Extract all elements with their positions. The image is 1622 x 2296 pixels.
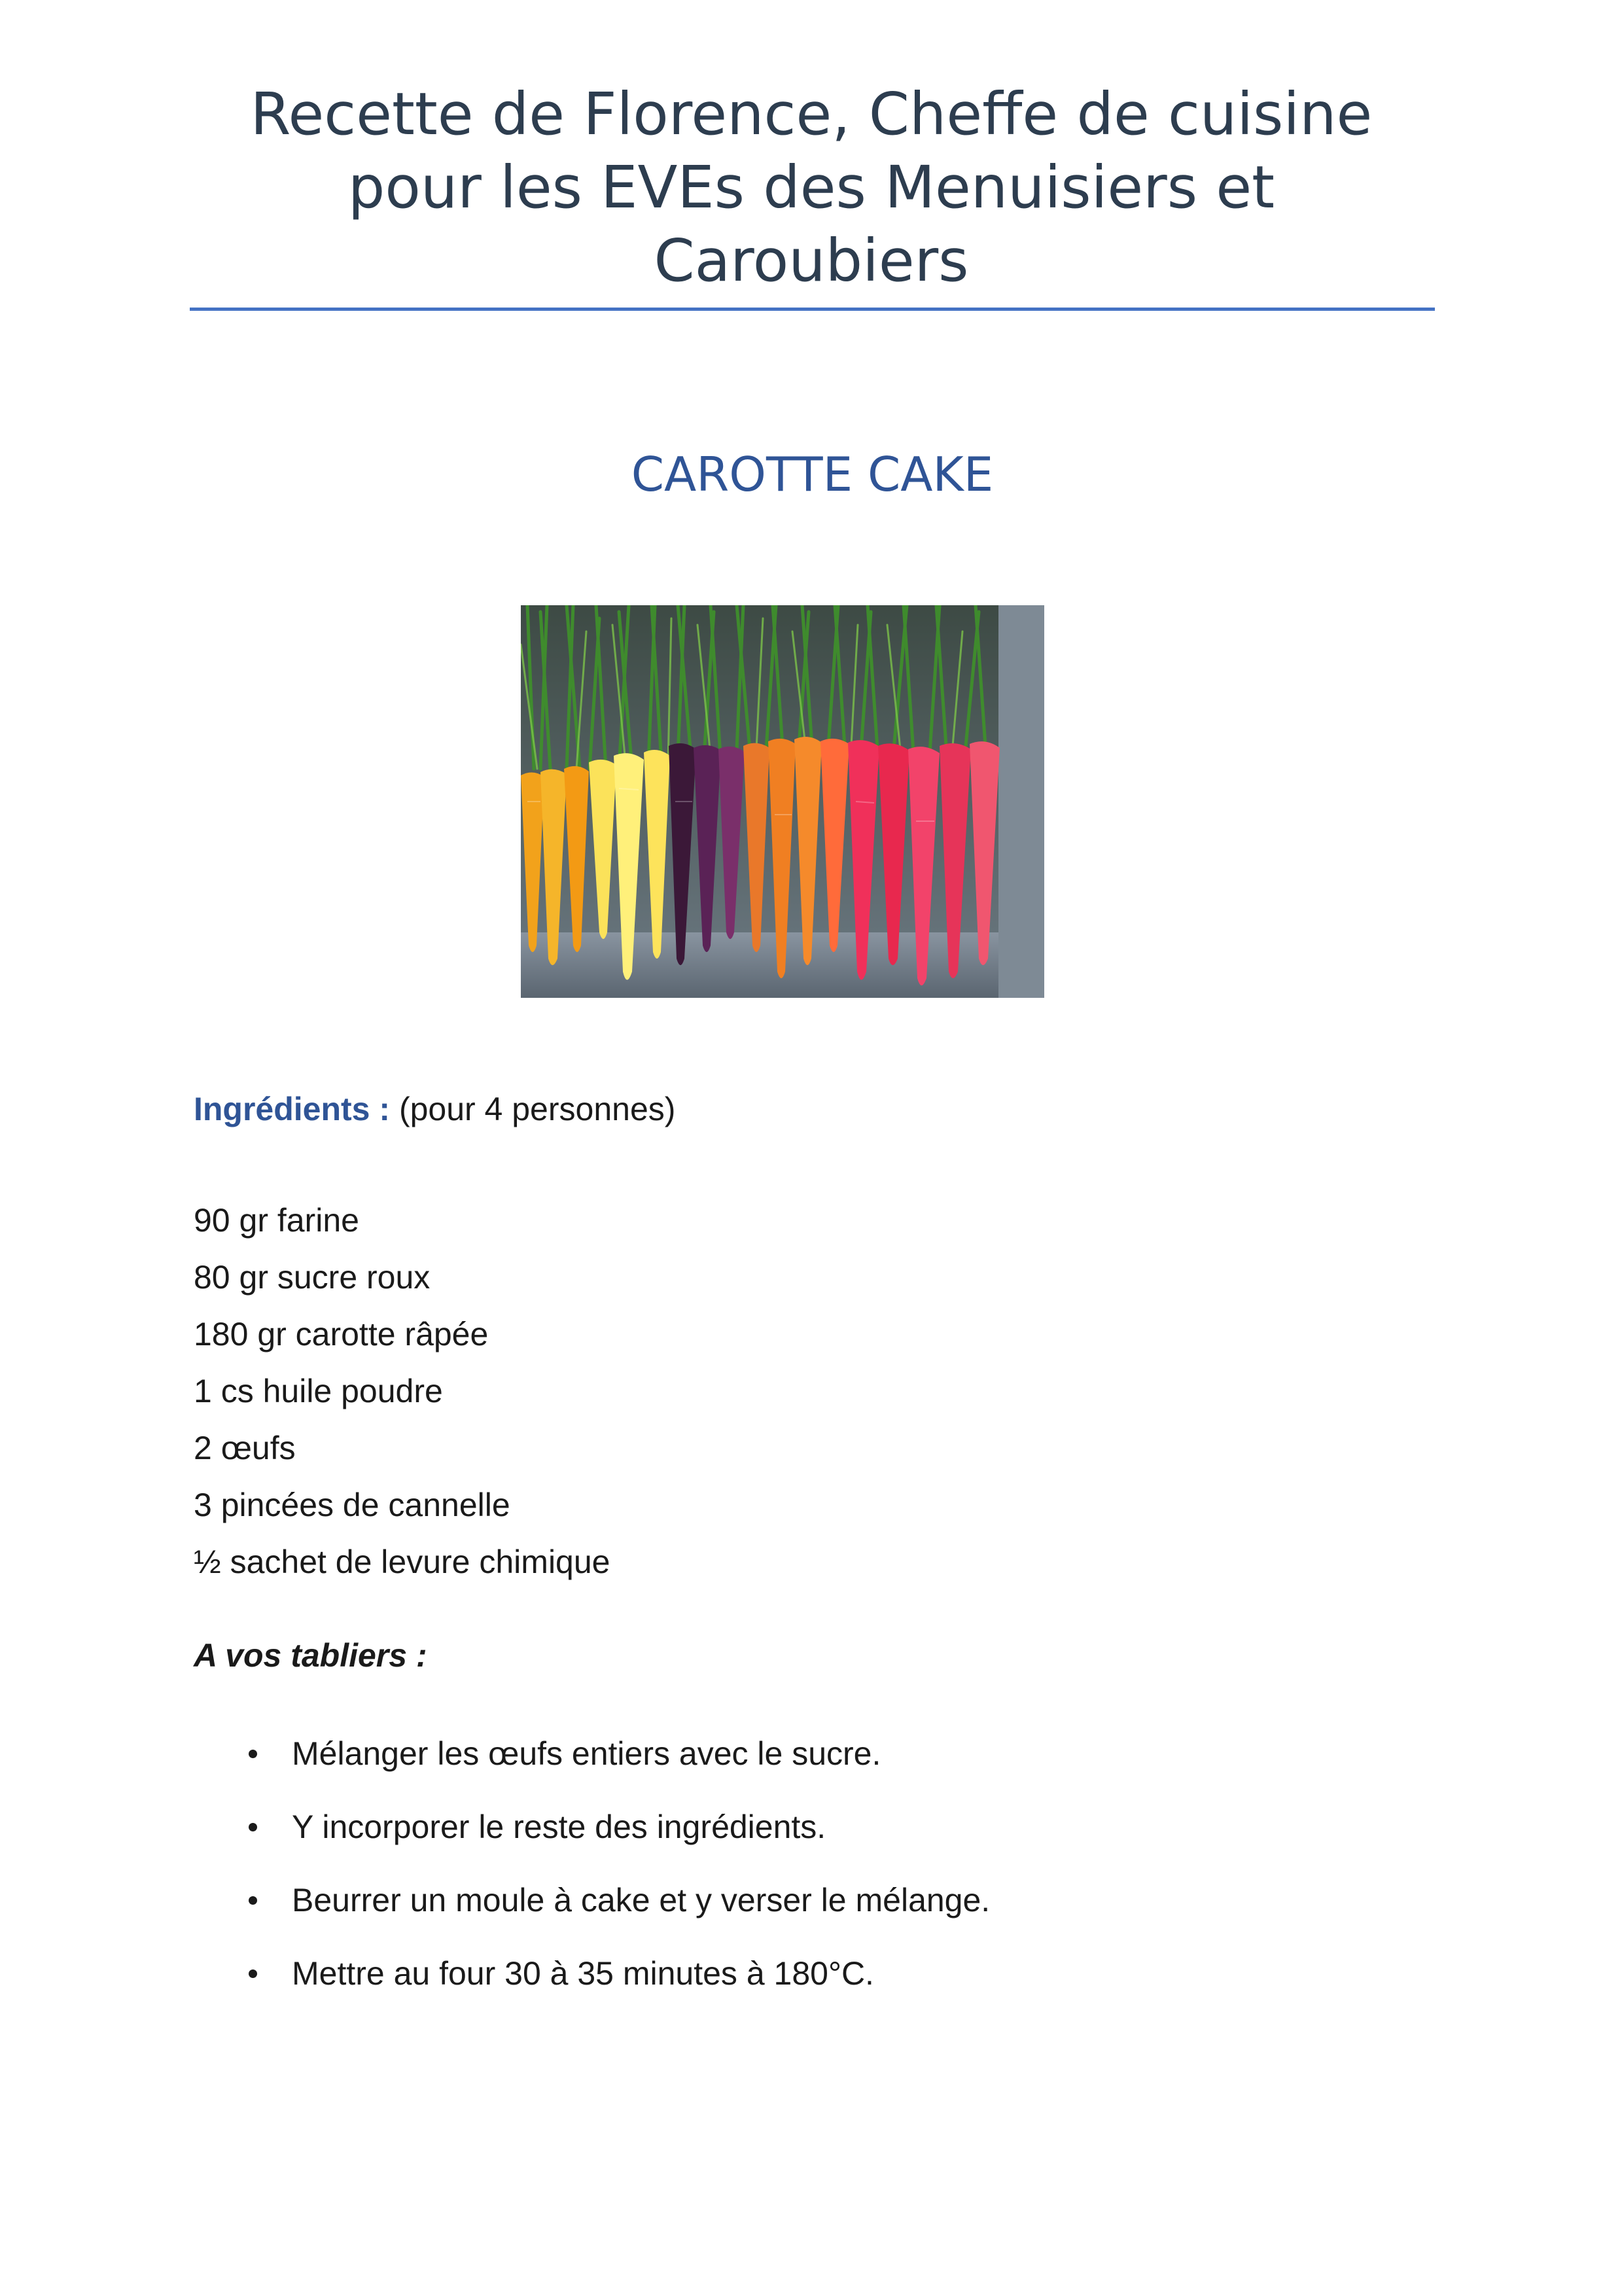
ingredient-item: 90 gr farine xyxy=(194,1202,359,1239)
ingredient-list xyxy=(194,1197,610,1596)
step-text: Mettre au four 30 à 35 minutes à 180°C. xyxy=(292,1955,874,1992)
step-item xyxy=(249,1731,990,1804)
step-text: Beurrer un moule à cake et y verser le mélange. xyxy=(292,1882,991,1918)
page-title-line-2: pour les EVEs des Menuisiers et xyxy=(347,153,1275,221)
ingredients-heading xyxy=(194,1086,675,1132)
steps-list xyxy=(249,1731,990,2024)
bullet-icon xyxy=(249,1823,257,1831)
ingredients-label: Ingrédients : xyxy=(194,1091,391,1127)
ingredient-item: 2 œufs xyxy=(194,1430,296,1466)
step-item xyxy=(249,1951,990,2024)
carrots-illustration xyxy=(521,605,1044,998)
step-item xyxy=(249,1804,990,1877)
ingredients-servings: (pour 4 personnes) xyxy=(398,1091,676,1127)
page-title xyxy=(190,77,1433,297)
ingredient-item: 3 pincées de cannelle xyxy=(194,1487,510,1523)
bullet-icon xyxy=(249,1750,257,1758)
bullet-icon xyxy=(249,1896,257,1905)
recipe-title: CAROTTE CAKE xyxy=(631,447,994,502)
bullet-icon xyxy=(249,1969,257,1978)
carrots-photo xyxy=(521,605,1044,998)
steps-heading: A vos tabliers : xyxy=(194,1637,427,1674)
ingredient-item: 1 cs huile poudre xyxy=(194,1373,443,1409)
step-text: Mélanger les œufs entiers avec le sucre. xyxy=(292,1735,881,1772)
ingredient-item: 80 gr sucre roux xyxy=(194,1259,431,1296)
ingredient-item: ½ sachet de levure chimique xyxy=(194,1544,610,1580)
title-divider xyxy=(190,308,1435,311)
step-text: Y incorporer le reste des ingrédients. xyxy=(292,1809,826,1845)
page-title-line-3: Caroubiers xyxy=(654,226,969,294)
page-title-line-1: Recette de Florence, Cheffe de cuisine xyxy=(250,80,1373,148)
ingredient-item: 180 gr carotte râpée xyxy=(194,1316,489,1352)
step-item xyxy=(249,1877,990,1951)
